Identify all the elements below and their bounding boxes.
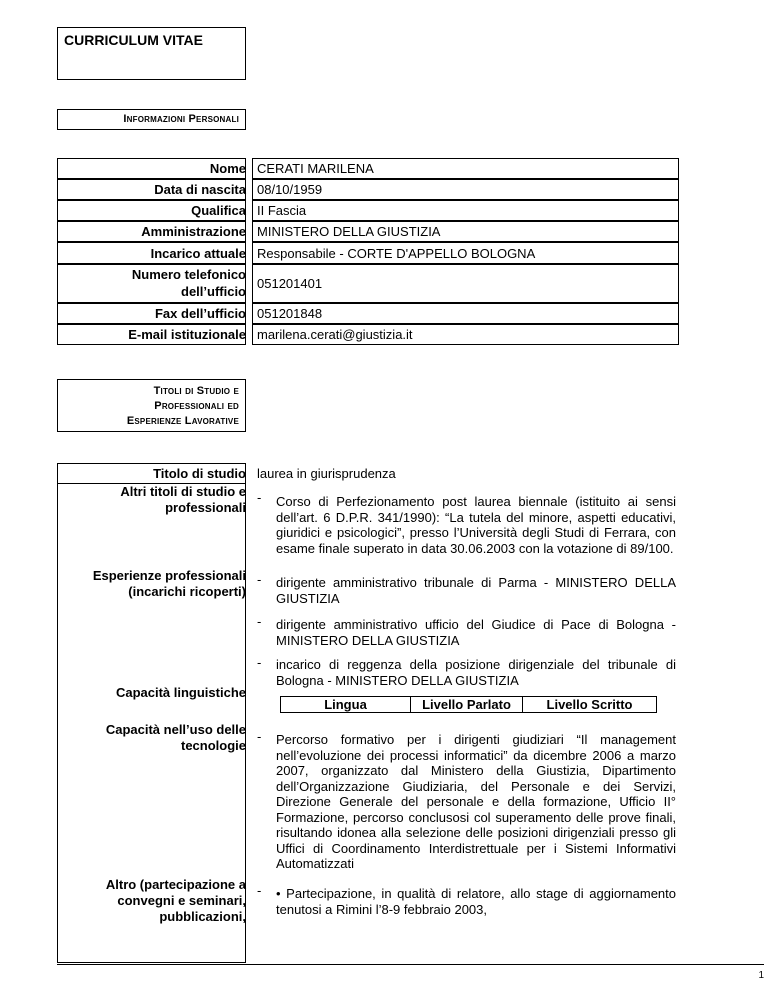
section-titles-line3: Esperienze Lavorative [126,415,239,427]
label-fax: Fax dell’ufficio [154,306,246,321]
bullet-dash: - [257,729,262,744]
value-data-nascita: 08/10/1959 [257,182,323,197]
label-esperienze-1: Esperienze professionali [92,568,246,583]
esperienza-item-3: incarico di reggenza della posizione dirigenziale del tribunale di Bologna - MINISTERO DELLA GIUSTIZIA [276,657,676,688]
esperienza-item-1: dirigente amministrativo tribunale di Parma - MINISTERO DELLA GIUSTIZIA [276,575,676,606]
value-fax: 051201848 [257,306,323,321]
label-nome: Nome [209,161,246,176]
value-altro: • Partecipazione, in qualità di relatore, allo stage di aggiornamento tenutosi a Rimini l’8-9 febbraio 2003, [276,886,676,917]
label-altro-3: pubblicazioni, [159,909,246,924]
value-email: marilena.cerati@giustizia.it [257,327,413,342]
value-incarico-attuale: Responsabile - CORTE D'APPELLO BOLOGNA [257,246,536,261]
cv-title: CURRICULUM VITAE [57,27,246,80]
lingue-header-parlato: Livello Parlato [411,697,523,712]
footer-divider [57,964,764,965]
bullet-dash: - [257,490,262,505]
label-data-nascita: Data di nascita [154,182,246,197]
label-capacita-linguistiche: Capacità linguistiche [115,685,246,700]
section-titles-line1: Titoli di Studio e [153,385,239,397]
value-amministrazione: MINISTERO DELLA GIUSTIZIA [257,224,441,239]
esperienza-item-2: dirigente amministrativo ufficio del Giudice di Pace di Bologna - MINISTERO DELLA GIUSTIZIA [276,617,676,648]
lingue-table [280,696,657,713]
label-email: E-mail istituzionale [128,327,246,342]
label-altri-titoli-2: professionali [165,500,246,515]
value-cell [252,200,679,221]
bullet-dash: - [257,614,262,629]
label-altro-1: Altro (partecipazione a [105,877,246,892]
label-altro-2: convegni e seminari, [117,893,246,908]
label-qualifica: Qualifica [191,203,246,218]
value-titolo-studio: laurea in giurisprudenza [257,466,396,481]
bullet-dash: - [257,883,262,898]
label-tecnologie-1: Capacità nell’uso delle [105,722,246,737]
section-titles-line2: Professionali ed [154,400,239,412]
label-tecnologie-2: tecnologie [180,738,246,753]
label-incarico-attuale: Incarico attuale [150,246,246,261]
label-numero-telefonico-1: Numero telefonico [131,267,246,282]
bullet-dash: - [257,655,262,670]
section-titles-header [57,379,246,432]
bullet-dash: - [257,572,262,587]
value-tecnologie: Percorso formativo per i dirigenti giudiziari “Il management nell’evoluzione dei processi informatici” da dicembre 2006 a marzo 2007, organizzato dal Ministero della Giustizia, Dipartimento dell’Organizzazione Giudiziaria, del Personale e dei Servizi, Direzione Generale del personale e della formazione, Ufficio II° Formazione, percorso conclusosi col superamento delle prove finali, risultando idonea alla selezione delle posizioni dirigenziali presso gli Uffici di Coordinamento Interdistrettuale per i Sistemi Informativi Automatizzati [276,732,676,871]
label-altri-titoli-1: Altri titoli di studio e [120,484,246,499]
value-altri-titoli: Corso di Perfezionamento post laurea biennale (istituito ai sensi dell’art. 6 D.P.R. 341/1990): “La tutela del minore, aspetti educativi, giuridici e psicologici”, presso l’Università degli Studi di Ferrara, con esame finale superato in data 30.06.2003 con la votazione di 89/100. [276,494,676,556]
label-numero-telefonico-2: dell’ufficio [181,284,246,299]
lingue-header-lingua: Lingua [281,697,411,712]
value-telefono: 051201401 [257,276,323,291]
lingue-header-scritto: Livello Scritto [546,697,633,712]
label-esperienze-2: (incarichi ricoperti) [128,584,246,599]
value-nome: CERATI MARILENA [257,161,374,176]
label-titolo-studio: Titolo di studio [153,466,246,481]
page-number: 1 [758,970,764,981]
section-personal-info-header: Informazioni Personali [57,109,246,130]
value-qualifica: II Fascia [257,203,307,218]
label-amministrazione: Amministrazione [141,224,246,239]
